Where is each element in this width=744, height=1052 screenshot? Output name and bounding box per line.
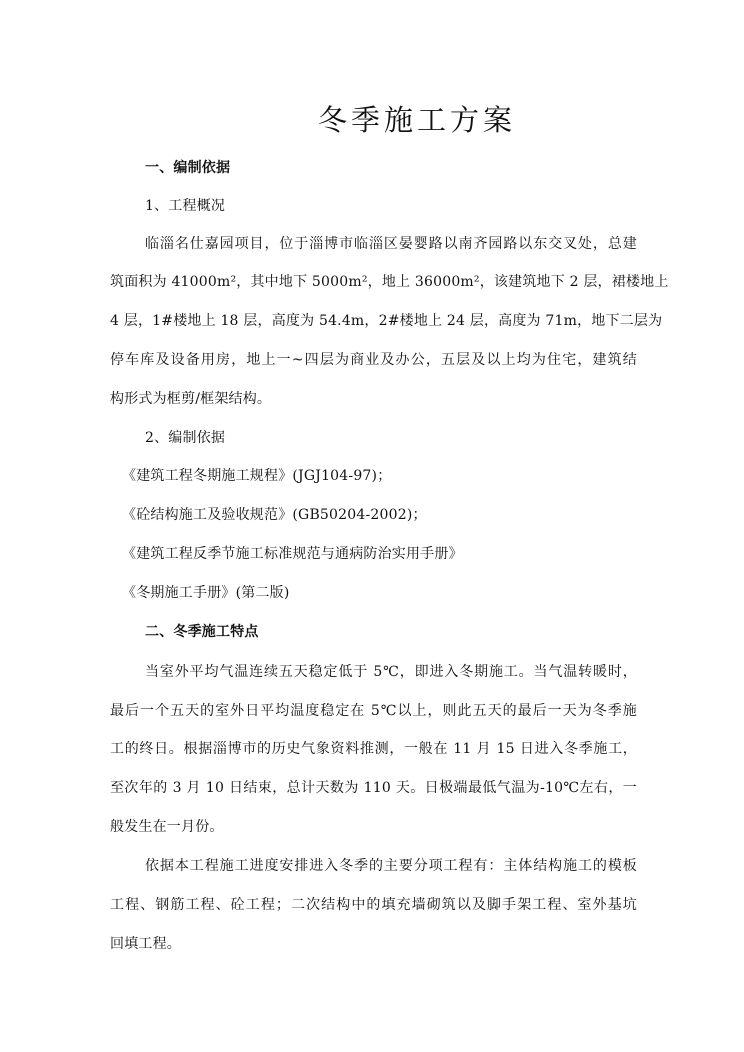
paragraph-line: 筑面积为 41000m²，其中地下 5000m²，地上 36000m²，该建筑地下 2 层，裙楼地上 <box>110 274 669 290</box>
paragraph-line: 构形式为框剪/框架结构。 <box>110 391 272 407</box>
paragraph-line: 工程、钢筋工程、砼工程；二次结构中的填充墙砌筑以及脚手架工程、室外基坑 <box>110 897 637 913</box>
paragraph-line: 回填工程。 <box>110 936 181 952</box>
subsection-2-title: 2、编制依据 <box>145 430 226 446</box>
reference-item: 《冬期施工手册》(第二版) <box>122 585 290 601</box>
section-1-heading: 一、编制依据 <box>145 160 231 176</box>
paragraph-line: 至次年的 3 月 10 日结束，总计天数为 110 天。日极端最低气温为-10℃左右，一 <box>110 780 637 796</box>
reference-item: 《建筑工程冬期施工规程》(JGJ104-97)； <box>122 468 392 484</box>
paragraph-line: 临淄名仕嘉园项目，位于淄博市临淄区晏婴路以南齐园路以东交叉处，总建 <box>145 236 637 252</box>
paragraph-line: 工的终日。根据淄博市的历史气象资料推测，一般在 11 月 15 日进入冬季施工， <box>110 741 637 757</box>
subsection-1-title: 1、工程概况 <box>145 198 226 214</box>
reference-item: 《建筑工程反季节施工标准规范与通病防治实用手册》 <box>122 546 463 562</box>
paragraph-line: 停车库及设备用房，地上一~四层为商业及办公，五层及以上均为住宅，建筑结 <box>110 352 637 368</box>
reference-item: 《砼结构施工及验收规范》(GB50204-2002)； <box>122 507 427 523</box>
document-title: 冬季施工方案 <box>317 103 516 137</box>
paragraph-line: 最后一个五天的室外日平均温度稳定在 5℃以上，则此五天的最后一天为冬季施 <box>110 703 637 719</box>
paragraph-line: 般发生在一月份。 <box>110 819 224 835</box>
section-2-heading: 二、冬季施工特点 <box>145 624 259 640</box>
paragraph-line: 当室外平均气温连续五天稳定低于 5℃，即进入冬期施工。当气温转暖时， <box>145 664 637 680</box>
paragraph-line: 依据本工程施工进度安排进入冬季的主要分项工程有：主体结构施工的模板 <box>145 858 637 874</box>
paragraph-line: 4 层，1#楼地上 18 层，高度为 54.4m，2#楼地上 24 层，高度为 71m，地下二层为 <box>110 313 663 329</box>
